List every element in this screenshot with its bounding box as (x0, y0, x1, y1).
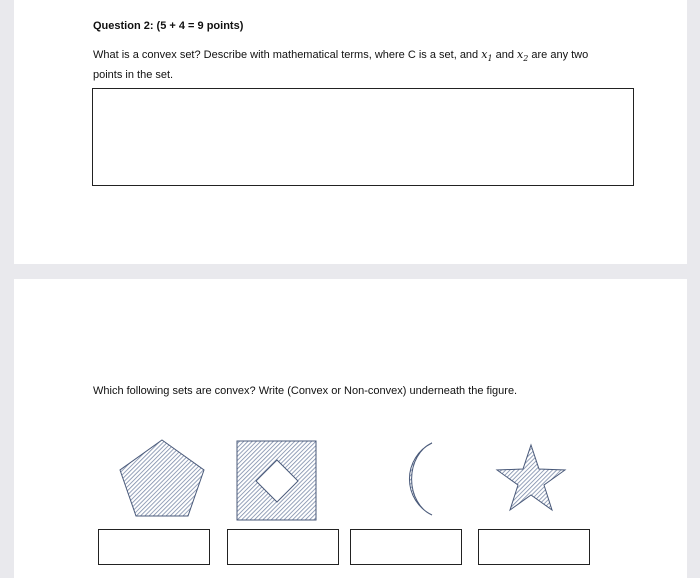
x1-subscript: 1 (487, 54, 493, 64)
prompt-part-2: is a set, and (415, 49, 482, 61)
star-figure (495, 442, 567, 512)
page-2 (14, 279, 687, 578)
answer-blank-pentagon[interactable] (98, 529, 210, 565)
page-1 (14, 0, 687, 264)
x2-subscript: 2 (523, 54, 529, 64)
x1-letter: x (481, 48, 488, 61)
x2-letter: x (517, 48, 524, 61)
prompt-part-1: What is a convex set? Describe with mathematical terms, where (93, 49, 408, 61)
question-prompt (93, 47, 613, 83)
answer-blank-square[interactable] (227, 529, 339, 565)
and-text: and (492, 49, 518, 61)
crescent-figure (370, 439, 436, 519)
x2-symbol (517, 48, 529, 64)
x1-symbol (481, 48, 493, 64)
question-title: Question 2: (5 + 4 = 9 points) (93, 20, 244, 32)
pentagon-figure (117, 437, 207, 519)
answer-box[interactable] (92, 88, 634, 186)
set-symbol: C (407, 49, 416, 61)
prompt-part-3: are any two points in the set. (93, 49, 589, 82)
answer-blank-crescent[interactable] (350, 529, 462, 565)
square-with-hole-figure (236, 440, 318, 522)
convexity-instruction: Which following sets are convex? Write (Convex or Non-convex) underneath the figure. (93, 385, 518, 397)
answer-blank-star[interactable] (478, 529, 590, 565)
